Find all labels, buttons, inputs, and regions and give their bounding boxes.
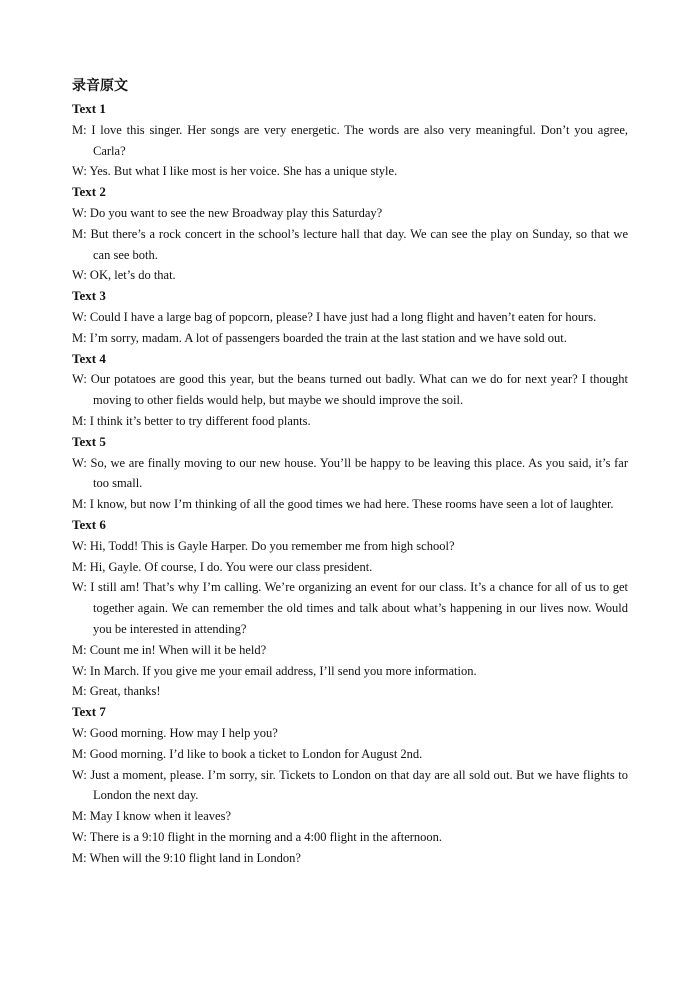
transcript-section — [72, 99, 628, 182]
dialogue-line: M: Hi, Gayle. Of course, I do. You were our class president. — [72, 559, 373, 574]
dialogue-line: W: Our potatoes are good this year, but the beans turned out badly. What can we do for next year? I thought moving to other fields would help, but maybe we should improve the soil. — [72, 372, 628, 408]
section-heading: Text 2 — [72, 184, 106, 200]
dialogue-line: M: When will the 9:10 flight land in London? — [72, 850, 301, 865]
transcript-sections — [72, 99, 628, 868]
dialogue-line: M: But there’s a rock concert in the school’s lecture hall that day. We can see the play on Sunday, so that we can see both. — [72, 226, 628, 262]
dialogue-line: M: Count me in! When will it be held? — [72, 642, 267, 657]
dialogue-line: W: OK, let’s do that. — [72, 268, 176, 283]
dialogue-line: M: May I know when it leaves? — [72, 809, 231, 824]
transcript-section — [72, 515, 628, 702]
dialogue-line: M: Good morning. I’d like to book a ticket to London for August 2nd. — [72, 746, 423, 761]
dialogue-line: M: Great, thanks! — [72, 684, 161, 699]
dialogue-line: W: There is a 9:10 flight in the morning and a 4:00 flight in the afternoon. — [72, 829, 443, 844]
transcript-section — [72, 286, 628, 348]
dialogue-line: M: I’m sorry, madam. A lot of passengers boarded the train at the last station and we have sold out. — [72, 330, 567, 345]
section-heading: Text 3 — [72, 288, 106, 304]
dialogue-line: M: I love this singer. Her songs are very energetic. The words are also very meaningful. Don’t you agree, Carla? — [72, 122, 628, 158]
transcript-section — [72, 182, 628, 286]
dialogue-line: W: Just a moment, please. I’m sorry, sir. Tickets to London on that day are all sold out. But we have flights to London the next day. — [72, 767, 628, 803]
section-heading: Text 7 — [72, 704, 106, 720]
dialogue-line: W: Yes. But what I like most is her voice. She has a unique style. — [72, 164, 398, 179]
dialogue-line: W: Do you want to see the new Broadway play this Saturday? — [72, 205, 383, 220]
dialogue-line: W: Good morning. How may I help you? — [72, 725, 278, 740]
section-heading: Text 4 — [72, 350, 106, 366]
page-title: 录音原文 — [72, 79, 128, 94]
dialogue-line: M: I think it’s better to try different food plants. — [72, 413, 311, 428]
transcript-section — [72, 432, 628, 515]
dialogue-line: W: So, we are finally moving to our new house. You’ll be happy to be leaving this place. As you said, it’s far too small. — [72, 455, 628, 491]
transcript-page — [72, 78, 628, 868]
transcript-section — [72, 349, 628, 432]
dialogue-line: W: I still am! That’s why I’m calling. We’re organizing an event for our class. It’s a chance for all of us to get together again. We can remember the old times and talk about what’s happening in our lives now. Would you be interested in attending? — [72, 580, 628, 636]
section-heading: Text 1 — [72, 101, 106, 116]
dialogue-line: W: Hi, Todd! This is Gayle Harper. Do you remember me from high school? — [72, 538, 455, 553]
dialogue-line: W: Could I have a large bag of popcorn, please? I have just had a long flight and haven’t eaten for hours. — [72, 309, 597, 324]
section-heading: Text 6 — [72, 516, 106, 532]
section-heading: Text 5 — [72, 433, 106, 449]
dialogue-line: W: In March. If you give me your email address, I’ll send you more information. — [72, 663, 477, 678]
transcript-section — [72, 702, 628, 868]
dialogue-line: M: I know, but now I’m thinking of all the good times we had here. These rooms have seen a lot of laughter. — [72, 497, 614, 512]
